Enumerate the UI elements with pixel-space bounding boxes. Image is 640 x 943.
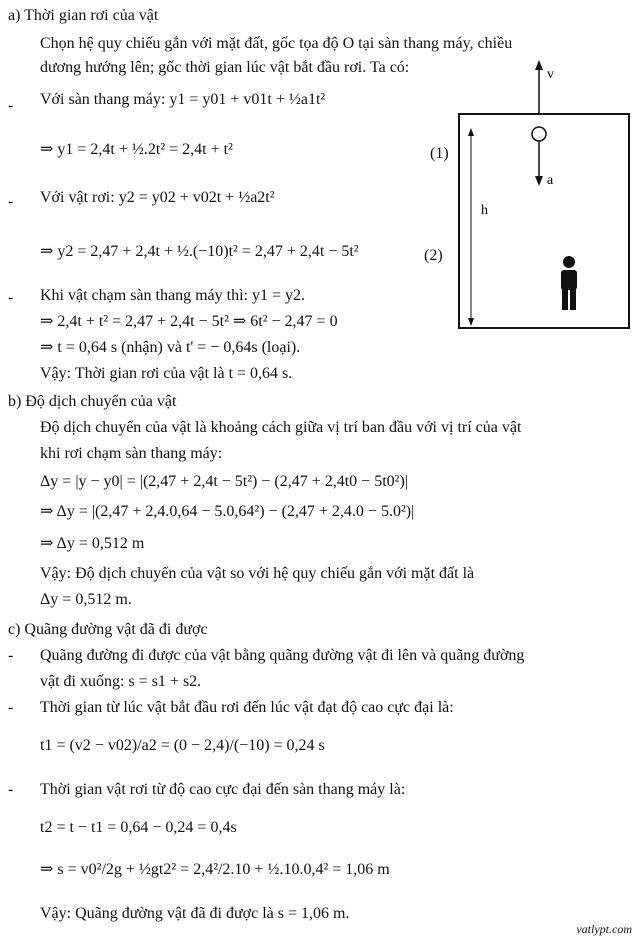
displacement-eq-1: Δy = |y − y0| = |(2,47 + 2,4t − 5t²) − (2,47 + 2,4t0 − 5t0²)| [40,473,408,490]
meet-condition: Khi vật chạm sàn thang máy thì: y1 = y2. [40,287,305,304]
intro-line-1: Chọn hệ quy chiếu gắn với mặt đất, gốc tọa độ O tại sàn thang máy, chiều [40,35,513,52]
definition-line-2: khi rơi chạm sàn thang máy: [40,445,223,462]
acceleration-label: a [547,173,554,188]
eq-number-1: (1) [430,145,449,162]
y1-result-eq: ⇒ y1 = 2,4t + ½.2t² = 2,4t + t² [40,141,233,158]
sum-line-2: vật đi xuống: s = s1 + s2. [40,673,202,690]
watermark: vatlypt.com [576,922,632,936]
y1-general-eq: y1 = y01 + v01t + ½a1t² [169,91,326,108]
heading-c: c) Quãng đường vật đã đi được [8,621,208,638]
y2-result-eq: ⇒ y2 = 2,47 + 2,4t + ½.(−10)t² = 2,47 + 2,4t − 5t² [40,243,359,260]
t1-label: Thời gian từ lúc vật bắt đầu rơi đến lúc vật đạt độ cao cực đại là: [40,699,454,716]
conclusion-c: Vậy: Quãng đường vật đã đi được là s = 1,06 m. [40,905,350,922]
heading-b: b) Độ dịch chuyển của vật [8,393,177,410]
definition-line-1: Độ dịch chuyển của vật là khoảng cách giữa vị trí ban đầu với vị trí của vật [40,419,522,436]
t2-label: Thời gian vật rơi từ độ cao cực đại đến sàn thang máy là: [40,781,406,798]
heading-a: a) Thời gian rơi của vật [8,7,159,24]
bullet: - [8,699,14,716]
bullet: - [8,97,14,114]
bullet: - [8,193,14,210]
displacement-eq-3: ⇒ Δy = 0,512 m [40,535,145,552]
elevator-box [459,114,629,328]
eq-number-2: (2) [424,247,443,264]
sum-line-1: Quãng đường đi được của vật bằng quãng đường vật đi lên và quãng đường [40,647,525,664]
displacement-eq-2: ⇒ Δy = |(2,47 + 2,4.0,64 − 5.0,64²) − (2,47 + 2,4.0 − 5.0²)| [40,503,415,520]
meet-equation: ⇒ 2,4t + t² = 2,47 + 2,4t − 5t² ⇒ 6t² − 2,47 = 0 [40,313,338,330]
conclusion-a: Vậy: Thời gian rơi của vật là t = 0,64 s. [40,365,293,382]
height-arrowhead-bottom-icon [468,318,474,326]
bullet: - [8,647,14,664]
t2-equation: t2 = t − t1 = 0,64 − 0,24 = 0,4s [40,819,237,836]
y2-general-eq: y2 = y02 + v02t + ½a2t² [118,189,275,206]
elevator-diagram [455,58,635,338]
bullet: - [8,781,14,798]
acceleration-arrowhead-icon [535,176,543,186]
object-equation: Với vật rơi: y2 = y02 + v02t + ½a2t² [40,189,275,206]
intro-line-2: dương hướng lên; gốc thời gian lúc vật bắt đầu rơi. Ta có: [40,59,410,76]
velocity-arrowhead-icon [535,60,543,70]
conclusion-b-1: Vậy: Độ dịch chuyển của vật so với hệ quy chiếu gắn với mặt đất là [40,565,475,582]
t1-equation: t1 = (v2 − v02)/a2 = (0 − 2,4)/(−10) = 0,24 s [40,737,325,754]
height-arrowhead-top-icon [468,128,474,136]
height-label: h [481,203,488,218]
s-equation: ⇒ s = v0²/2g + ½gt2² = 2,4²/2.10 + ½.10.0,4² = 1,06 m [40,861,390,878]
person-icon [561,256,577,310]
bullet: - [8,289,14,306]
velocity-label: v [547,67,554,82]
roots: ⇒ t = 0,64 s (nhận) và t' = − 0,64s (loại). [40,339,301,356]
falling-object [532,127,546,141]
floor-equation: Với sàn thang máy: y1 = y01 + v01t + ½a1t² [40,91,326,108]
conclusion-b-2: Δy = 0,512 m. [40,591,132,608]
